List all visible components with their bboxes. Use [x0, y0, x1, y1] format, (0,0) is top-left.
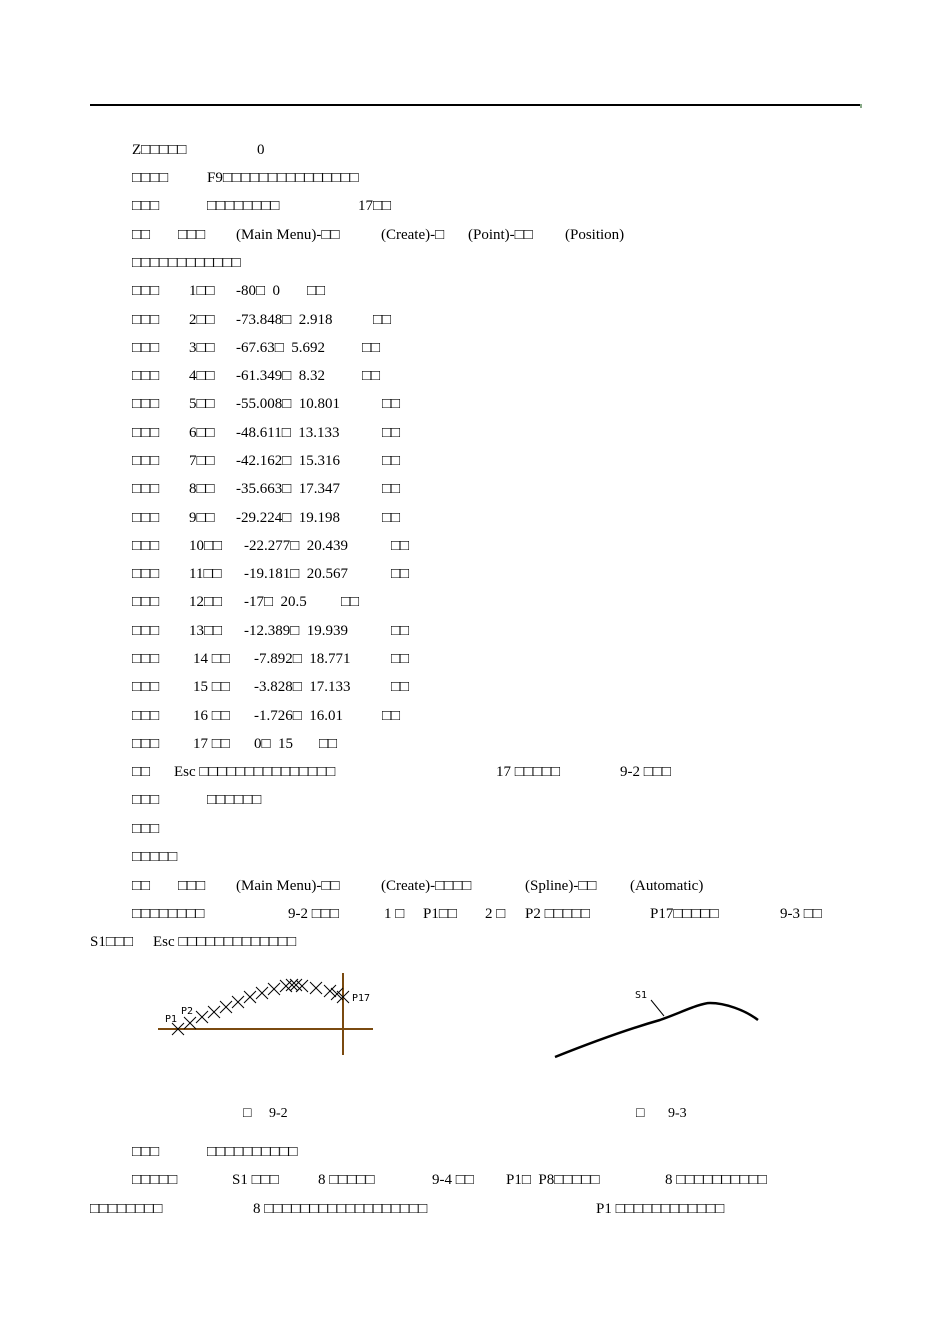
text-line-27-segment-6: (Automatic)	[630, 878, 704, 894]
text-line-10-segment-3: -55.008□ 10.801	[236, 396, 341, 412]
text-line-8-segment-1: □□□	[132, 340, 160, 356]
text-line-29-segment-2: Esc □□□□□□□□□□□□□	[153, 934, 297, 950]
text-line-21-segment-2: 16 □□	[193, 708, 230, 724]
text-line-11-segment-3: -48.611□ 13.133	[236, 425, 340, 441]
text-line-9-segment-2: 4□□	[189, 368, 215, 384]
text-line-18-segment-4: □□	[391, 623, 410, 639]
text-line-8-segment-4: □□	[362, 340, 381, 356]
text-line-13-segment-2: 8□□	[189, 481, 215, 497]
text-line-31-segment-4: 9-4 □□	[432, 1172, 474, 1188]
caption-9-3-number: 9-3	[667, 1106, 687, 1121]
text-line-21-segment-3: -1.726□ 16.01	[254, 708, 344, 724]
text-line-28-segment-2: 9-2 □□□	[288, 906, 339, 922]
text-line-4-segment-5: (Point)-□□	[468, 227, 533, 243]
text-line-19-segment-1: □□□	[132, 651, 160, 667]
text-line-27-segment-3: (Main Menu)-□□	[236, 878, 340, 894]
text-line-11-segment-4: □□	[382, 425, 401, 441]
text-line-14-segment-2: 9□□	[189, 510, 215, 526]
text-line-12-segment-2: 7□□	[189, 453, 215, 469]
text-line-4-segment-2: □□□	[178, 227, 206, 243]
text-line-28-segment-5: 2 □	[485, 906, 506, 922]
text-line-6-segment-3: -80□ 0	[236, 283, 281, 299]
text-line-30-segment-2: □□□□□□□□□□	[207, 1144, 298, 1160]
text-line-22-segment-3: 0□ 15	[254, 736, 294, 752]
text-line-19-segment-2: 14 □□	[193, 651, 230, 667]
text-line-23-segment-1: □□	[132, 764, 151, 780]
text-line-1-segment-1: Z□□□□□	[132, 142, 187, 158]
text-line-17-segment-4: □□	[341, 594, 360, 610]
text-line-17-segment-1: □□□	[132, 594, 160, 610]
text-line-12-segment-1: □□□	[132, 453, 160, 469]
text-line-31-segment-5: P1□ P8□□□□□	[506, 1172, 600, 1188]
label-p17: P17	[352, 993, 371, 1004]
text-line-11-segment-1: □□□	[132, 425, 160, 441]
caption-9-2-prefix: □	[243, 1106, 252, 1121]
text-line-9-segment-1: □□□	[132, 368, 160, 384]
text-line-10-segment-4: □□	[382, 396, 401, 412]
text-line-28-segment-7: P17□□□□□	[650, 906, 719, 922]
text-line-28-segment-1: □□□□□□□□	[132, 906, 205, 922]
text-line-7-segment-3: -73.848□ 2.918	[236, 312, 333, 328]
caption-9-2	[243, 1106, 288, 1122]
text-line-27-segment-1: □□	[132, 878, 151, 894]
text-line-23-segment-2: Esc □□□□□□□□□□□□□□□	[174, 764, 336, 780]
text-line-22-segment-1: □□□	[132, 736, 160, 752]
caption-9-3-prefix: □	[636, 1106, 645, 1121]
text-line-24-segment-2: □□□□□□	[207, 792, 262, 808]
text-line-28-segment-8: 9-3 □□	[780, 906, 822, 922]
text-line-7-segment-4: □□	[373, 312, 392, 328]
text-line-27-segment-5: (Spline)-□□	[525, 878, 597, 894]
text-line-17-segment-3: -17□ 20.5	[244, 594, 307, 610]
point-marker-9	[268, 983, 280, 995]
header-rule-end-mark	[860, 104, 862, 108]
text-line-19-segment-4: □□	[391, 651, 410, 667]
text-line-23-segment-4: 9-2 □□□	[620, 764, 671, 780]
text-line-28-segment-3: 1 □	[384, 906, 405, 922]
caption-9-2-number: 9-2	[268, 1106, 288, 1121]
text-line-8-segment-3: -67.63□ 5.692	[236, 340, 326, 356]
text-line-18-segment-3: -12.389□ 19.939	[244, 623, 349, 639]
text-line-4-segment-3: (Main Menu)-□□	[236, 227, 340, 243]
text-line-16-segment-3: -19.181□ 20.567	[244, 566, 349, 582]
text-line-14-segment-3: -29.224□ 19.198	[236, 510, 341, 526]
text-line-25-segment-1: □□□	[132, 821, 160, 837]
text-line-28-segment-6: P2 □□□□□	[525, 906, 590, 922]
text-line-29-segment-1: S1□□□	[90, 934, 134, 950]
text-line-30-segment-1: □□□	[132, 1144, 160, 1160]
text-line-4-segment-1: □□	[132, 227, 151, 243]
text-line-31-segment-3: 8 □□□□□	[318, 1172, 375, 1188]
text-line-27-segment-4: (Create)-□□□□	[381, 878, 472, 894]
spline-s1-curve	[555, 1003, 758, 1057]
text-line-13-segment-4: □□	[382, 481, 401, 497]
text-line-28-segment-4: P1□□	[423, 906, 457, 922]
text-line-6-segment-1: □□□	[132, 283, 160, 299]
text-line-14-segment-1: □□□	[132, 510, 160, 526]
text-line-2-segment-1: □□□□	[132, 170, 169, 186]
label-s1: S1	[635, 990, 648, 1001]
text-line-15-segment-3: -22.277□ 20.439	[244, 538, 349, 554]
text-line-18-segment-1: □□□	[132, 623, 160, 639]
text-line-3-segment-1: □□□	[132, 198, 160, 214]
label-p2: P2	[181, 1006, 194, 1017]
text-line-4-segment-6: (Position)	[565, 227, 625, 243]
text-line-2-segment-2: F9□□□□□□□□□□□□□□□	[207, 170, 359, 186]
point-marker-6	[232, 996, 244, 1008]
text-line-19-segment-3: -7.892□ 18.771	[254, 651, 351, 667]
text-line-18-segment-2: 13□□	[189, 623, 223, 639]
text-line-20-segment-3: -3.828□ 17.133	[254, 679, 351, 695]
text-line-14-segment-4: □□	[382, 510, 401, 526]
text-line-9-segment-3: -61.349□ 8.32	[236, 368, 326, 384]
text-line-1-segment-2: 0	[257, 142, 265, 158]
text-line-24-segment-1: □□□	[132, 792, 160, 808]
figure-9-2	[150, 965, 385, 1060]
text-line-13-segment-1: □□□	[132, 481, 160, 497]
point-marker-5	[220, 1001, 232, 1013]
point-marker-8	[256, 987, 268, 999]
text-line-21-segment-1: □□□	[132, 708, 160, 724]
text-line-22-segment-2: 17 □□	[193, 736, 230, 752]
text-line-10-segment-2: 5□□	[189, 396, 215, 412]
label-p1: P1	[165, 1014, 178, 1025]
text-line-3-segment-3: 17□□	[358, 198, 392, 214]
text-line-27-segment-2: □□□	[178, 878, 206, 894]
text-line-10-segment-1: □□□	[132, 396, 160, 412]
text-line-22-segment-4: □□	[319, 736, 338, 752]
text-line-3-segment-2: □□□□□□□□	[207, 198, 280, 214]
caption-9-3	[636, 1106, 687, 1122]
point-marker-4	[208, 1006, 220, 1018]
text-line-16-segment-2: 11□□	[189, 566, 222, 582]
header-rule	[90, 104, 860, 106]
point-markers	[172, 979, 349, 1035]
text-line-12-segment-4: □□	[382, 453, 401, 469]
text-line-6-segment-4: □□	[307, 283, 326, 299]
text-line-16-segment-4: □□	[391, 566, 410, 582]
s1-leader-line	[651, 1000, 664, 1016]
text-line-11-segment-2: 6□□	[189, 425, 215, 441]
text-line-15-segment-2: 10□□	[189, 538, 223, 554]
text-line-32-segment-3: P1 □□□□□□□□□□□□	[596, 1201, 725, 1217]
point-marker-13	[296, 980, 308, 992]
point-marker-2	[184, 1017, 196, 1029]
text-line-21-segment-4: □□	[382, 708, 401, 724]
text-line-20-segment-2: 15 □□	[193, 679, 230, 695]
text-line-31-segment-2: S1 □□□	[232, 1172, 279, 1188]
text-line-15-segment-1: □□□	[132, 538, 160, 554]
text-line-8-segment-2: 3□□	[189, 340, 215, 356]
text-line-20-segment-1: □□□	[132, 679, 160, 695]
text-line-7-segment-1: □□□	[132, 312, 160, 328]
text-line-12-segment-3: -42.162□ 15.316	[236, 453, 341, 469]
text-line-7-segment-2: 2□□	[189, 312, 215, 328]
point-marker-3	[196, 1011, 208, 1023]
text-line-26-segment-1: □□□□□	[132, 849, 178, 865]
text-line-5-segment-1: □□□□□□□□□□□□	[132, 255, 241, 271]
text-line-32-segment-1: □□□□□□□□	[90, 1201, 163, 1217]
text-line-23-segment-3: 17 □□□□□	[496, 764, 561, 780]
figure-9-3	[550, 985, 765, 1065]
point-marker-7	[244, 991, 256, 1003]
text-line-6-segment-2: 1□□	[189, 283, 215, 299]
point-marker-14	[310, 982, 322, 994]
text-line-9-segment-4: □□	[362, 368, 381, 384]
text-line-15-segment-4: □□	[391, 538, 410, 554]
text-line-31-segment-6: 8 □□□□□□□□□□	[665, 1172, 767, 1188]
text-line-31-segment-1: □□□□□	[132, 1172, 178, 1188]
text-line-13-segment-3: -35.663□ 17.347	[236, 481, 341, 497]
text-line-32-segment-2: 8 □□□□□□□□□□□□□□□□□□	[253, 1201, 428, 1217]
text-line-17-segment-2: 12□□	[189, 594, 223, 610]
text-line-16-segment-1: □□□	[132, 566, 160, 582]
text-line-4-segment-4: (Create)-□	[381, 227, 445, 243]
text-line-20-segment-4: □□	[391, 679, 410, 695]
